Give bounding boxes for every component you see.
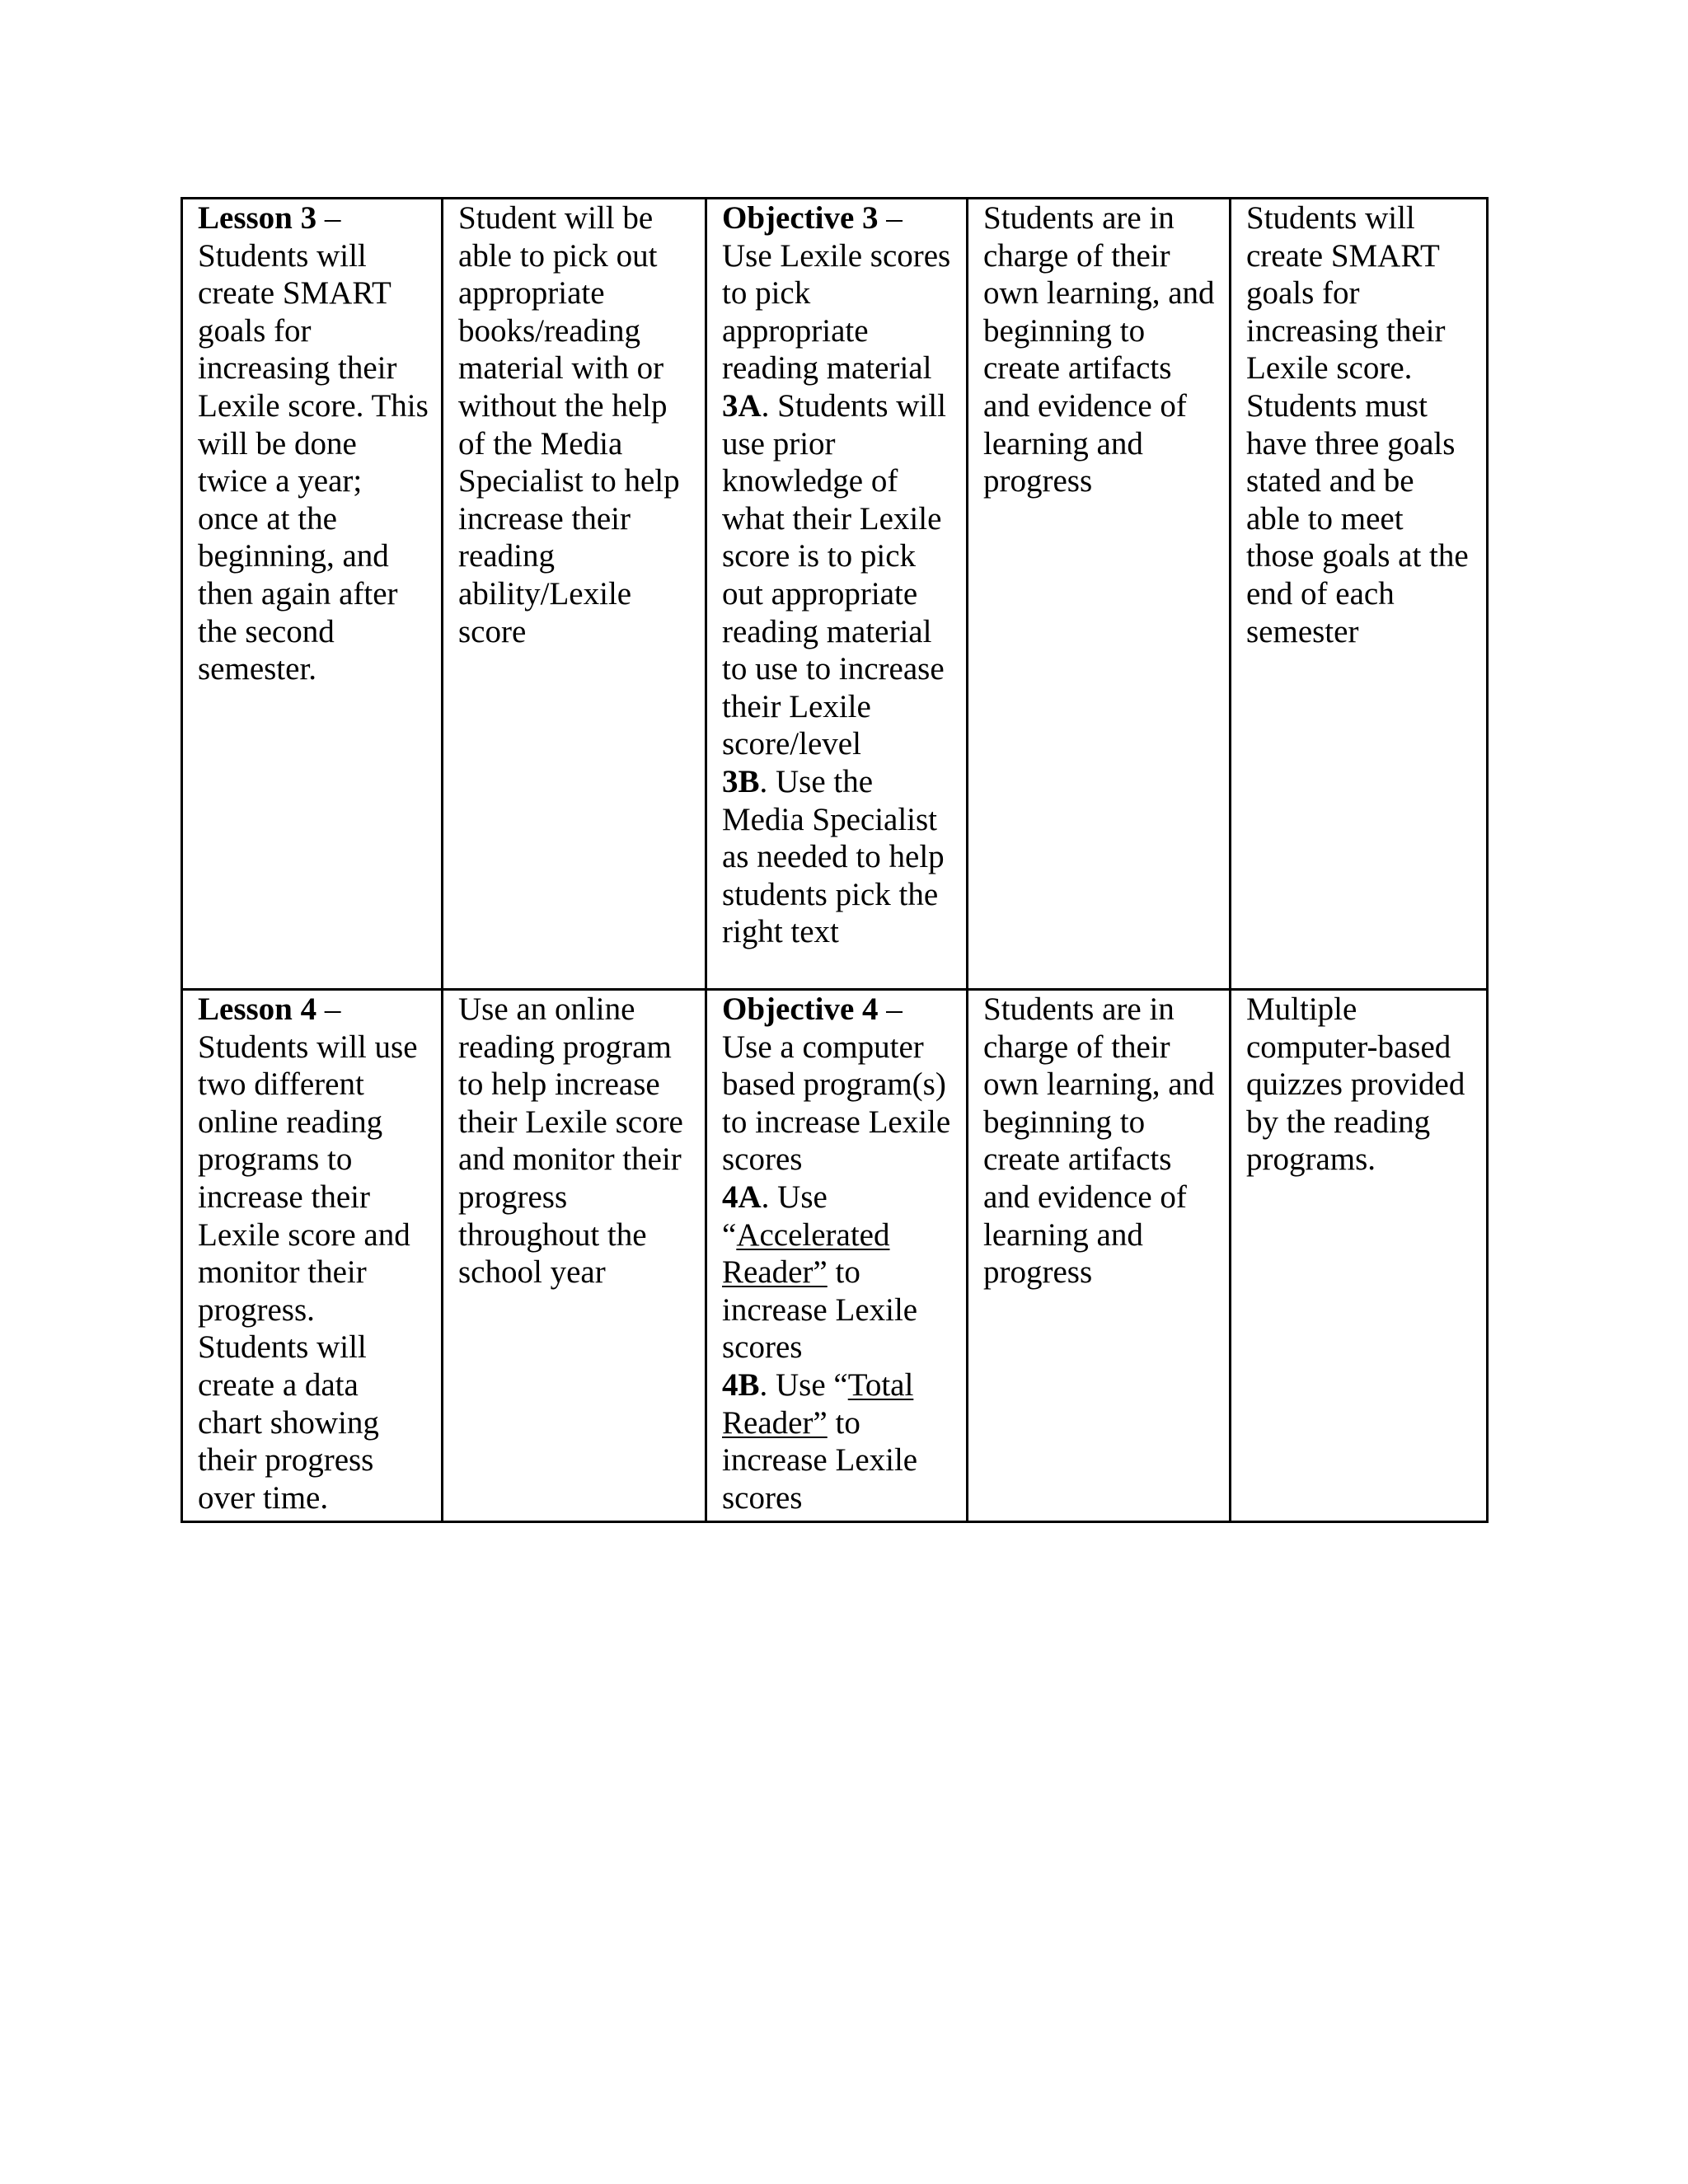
lesson-cell: [182, 990, 443, 1522]
lesson-plan-table: [181, 197, 1489, 1523]
sub-a-label: 4A: [722, 1179, 762, 1215]
total-reader-link[interactable]: Total Reader”: [722, 1366, 914, 1441]
objective-sub-b: [722, 763, 954, 951]
sub-b-pre: . Use “: [759, 1366, 848, 1403]
table-row: [182, 199, 1488, 990]
objective-dash: –: [878, 200, 903, 236]
assessment-cell: [1231, 990, 1488, 1522]
objective-cell: [706, 990, 968, 1522]
table-row: [182, 990, 1488, 1522]
learning-cell: [968, 990, 1231, 1522]
objective-cell: [706, 199, 968, 990]
objective-text: Use Lexile scores to pick appropriate reading material: [722, 237, 951, 387]
learning-text: Students are in charge of their own learning, and beginning to create artifacts and evidence of learning and progress: [983, 991, 1215, 1291]
objective-dash: –: [878, 991, 903, 1027]
description-cell: [443, 199, 706, 990]
lesson-cell: [182, 199, 443, 990]
sub-a-pre: . Use “: [722, 1179, 828, 1253]
objective-heading: Objective 4: [722, 991, 879, 1027]
sub-b-post: to increase Lexile scores: [722, 1404, 918, 1516]
sub-b-label: 3B: [722, 763, 760, 799]
lesson-text: Students will create SMART goals for increasing their Lexile score. This will be done twice a year; once at the beginning, and then again after the second semester.: [198, 237, 429, 687]
lesson-text-2: Students will create a data chart showing their progress over time.: [198, 1329, 379, 1516]
sub-a-text: . Students will use prior knowledge of what their Lexile score is to pick out appropriate reading material to use to increase their Lexile score/level: [722, 387, 946, 762]
objective-sub-b: [722, 1366, 954, 1516]
accelerated-reader-link[interactable]: Accelerated Reader”: [722, 1216, 890, 1291]
sub-b-text: . Use the Media Specialist as needed to help students pick the right text: [722, 763, 945, 950]
lesson-heading: Lesson 4: [198, 991, 317, 1027]
description-cell: [443, 990, 706, 1522]
assessment-text: Students will create SMART goals for increasing their Lexile score. Students must have three goals stated and be able to meet those goals at the end of each semester: [1246, 200, 1469, 649]
assessment-cell: [1231, 199, 1488, 990]
sub-b-label: 4B: [722, 1366, 760, 1403]
learning-cell: [968, 199, 1231, 990]
description-text: Use an online reading program to help increase their Lexile score and monitor their progress throughout the school year: [458, 991, 683, 1291]
learning-text: Students are in charge of their own learning, and beginning to create artifacts and evidence of learning and progress: [983, 200, 1215, 499]
objective-sub-a: [722, 387, 954, 763]
lesson-dash: –: [316, 200, 341, 236]
lesson-heading: Lesson 3: [198, 200, 317, 236]
objective-heading: Objective 3: [722, 200, 879, 236]
sub-a-post: to increase Lexile scores: [722, 1254, 918, 1366]
lesson-dash: –: [316, 991, 341, 1027]
description-text: Student will be able to pick out appropriate books/reading material with or without the help of the Media Specialist to help increase their reading ability/Lexile score: [458, 200, 680, 649]
sub-a-label: 3A: [722, 387, 762, 424]
assessment-text: Multiple computer-based quizzes provided by the reading programs.: [1246, 991, 1465, 1178]
lesson-text: Students will use two different online reading programs to increase their Lexile score and monitor their progress.: [198, 1029, 418, 1328]
objective-sub-a: [722, 1179, 954, 1366]
objective-text: Use a computer based program(s) to increase Lexile scores: [722, 1029, 951, 1178]
